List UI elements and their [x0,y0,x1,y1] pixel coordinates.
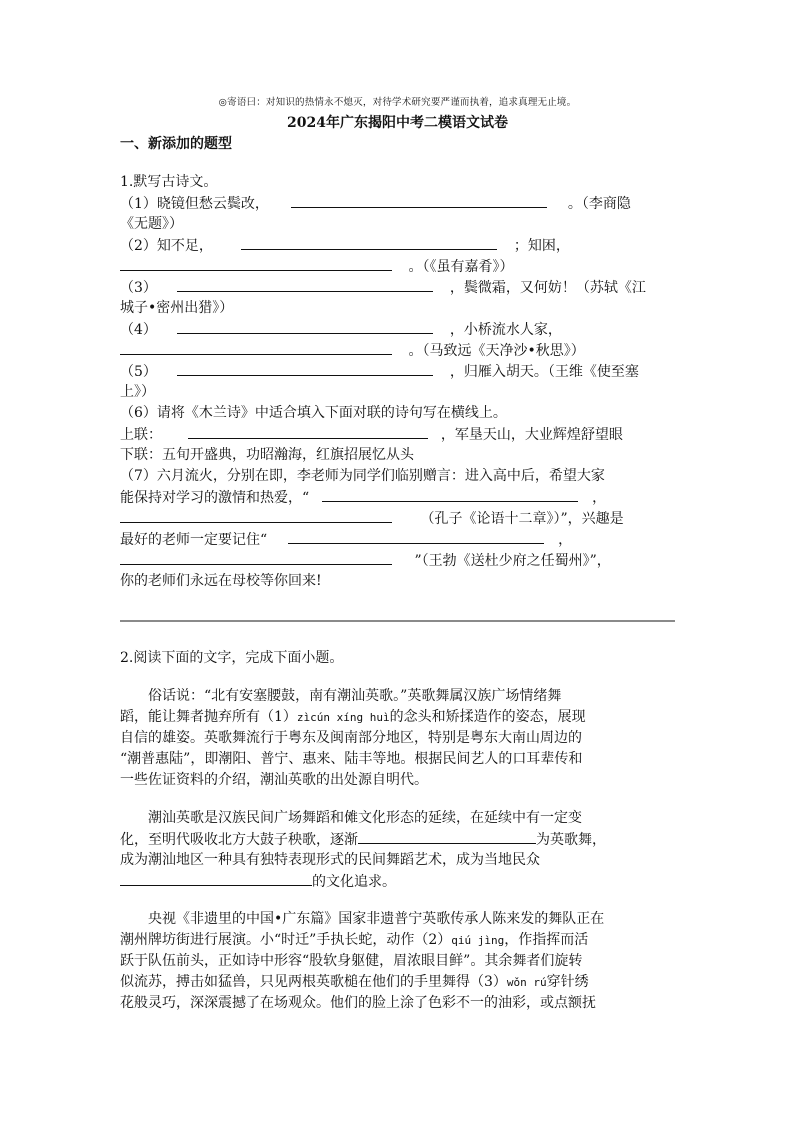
question-1 [120,172,675,592]
answer-blank[interactable] [120,550,392,565]
q1-item-7-g: ”（王勃《送杜少府之任蜀州》”， [120,550,675,571]
answer-blank[interactable] [120,871,312,886]
question-1-stem: 1.默写古诗文。 [120,174,218,190]
q1-item-2: （2）知不足， ；知困， [120,235,675,256]
q1-item-3-source: 城子•密州出猎》） [120,300,234,316]
pinyin-3: wǒn rú [506,976,547,989]
question-2 [120,648,675,1014]
q1-item-1: （1）晓镜但愁云鬓改， 。（李商隐 [120,193,675,214]
q1-item-3: （3） ，鬓微霜，又何妨！（苏轼《江 [120,277,675,298]
q1-item-7-b: 能保持对学习的激情和热爱，“ ， [120,487,675,508]
answer-blank[interactable] [188,424,428,439]
q1-item-5: （5） ，归雁入胡天。（王维《使至塞 [120,361,675,382]
pinyin-1: zìcún xíng huì [296,711,390,724]
answer-blank[interactable] [291,193,547,208]
section-divider [120,620,675,622]
pinyin-2: qiú jìng [451,934,505,947]
q1-item-4: （4） ，小桥流水人家， [120,319,675,340]
answer-blank[interactable] [177,361,433,376]
page-title: 2024年广东揭阳中考二模语文试卷 [287,115,508,131]
answer-blank[interactable] [177,319,433,334]
passage-paragraph-3: 央视《非遗里的中国•广东篇》国家非遗普宁英歌传承人陈来发的舞队正在 潮州牌坊街进行展演。小“时迁”手执长蛇，动作（2）qiú jìng，作指挥而活 跃于队伍前头，正如诗中形容“股软身躯健，眉浓眼目鲜”。其余舞者们旋转 似流苏，搏击如猛兽，只见两根英歌槌在他们的手里舞得（3）wǒn rú穿针绣 花般灵巧，深深震撼了在场观众。他们的脸上涂了色彩不一的油彩，或点额抚 [120,911,605,1011]
section-heading: 一、新添加的题型 [120,136,232,152]
answer-blank[interactable] [120,508,392,523]
q1-item-4-cont: 。（马致远《天净沙•秋思》） [120,340,675,361]
passage-paragraph-1: 俗话说：“北有安塞腰鼓，南有潮汕英歌。”英歌舞属汉族广场情绪舞 蹈，能让舞者抛弃所有（1）zìcún xíng huì的念头和矫揉造作的姿态，展现 自信的雄姿。英歌舞流行于粤东及闽南部分地区，特别是粤东大南山周边的 “潮普惠陆”，即潮阳、普宁、惠来、陆丰等地。根据民间艺人的口耳辈传和 一些佐证资料的介绍，潮汕英歌的出处源自明代。 [120,688,586,788]
q1-item-6-lower: 下联：五旬开盛典，功昭瀚海，红旗招展忆从头 [120,447,414,463]
q1-item-7-closing: 你的老师们永远在母校等你回来! [120,573,322,589]
question-2-stem: 2.阅读下面的文字，完成下面小题。 [120,650,344,666]
answer-blank[interactable] [322,487,578,502]
q1-item-6-upper: 上联： ，军垦天山，大业辉煌舒望眼 [120,424,675,445]
answer-blank[interactable] [120,340,392,355]
answer-blank[interactable] [120,256,392,271]
motto-line: ◎寄语曰：对知识的热情永不熄灭，对待学术研究要严谨而执着，追求真理无止境。 [218,97,577,108]
answer-blank[interactable] [288,529,544,544]
answer-blank[interactable] [241,235,497,250]
passage-paragraph-2: 潮汕英歌是汉族民间广场舞蹈和傩文化形态的延续，在延续中有一定变 化，至明代吸收北方大鼓子秧歌，逐渐 为英歌舞， 成为潮汕地区一种具有独特表现形式的民间舞蹈艺术，成为当地民众 的文化追求。 [120,810,606,890]
q1-item-1-source: 《无题》） [120,216,183,232]
q1-item-2-cont: 。（《虽有嘉肴》） [120,256,675,277]
answer-blank[interactable] [358,829,536,844]
q1-item-6: （6）请将《木兰诗》中适合填入下面对联的诗句写在横线上。 [120,405,507,421]
answer-blank[interactable] [177,277,433,292]
q1-item-7-c: （孔子《论语十二章》）”，兴趣是 [120,508,675,529]
q1-item-7-e: 最好的老师一定要记住“ ， [120,529,675,550]
q1-item-7: （7）六月流火，分别在即，李老师为同学们临别赠言：进入高中后，希望大家 [120,468,605,484]
q1-item-5-source: 上》） [120,384,155,400]
